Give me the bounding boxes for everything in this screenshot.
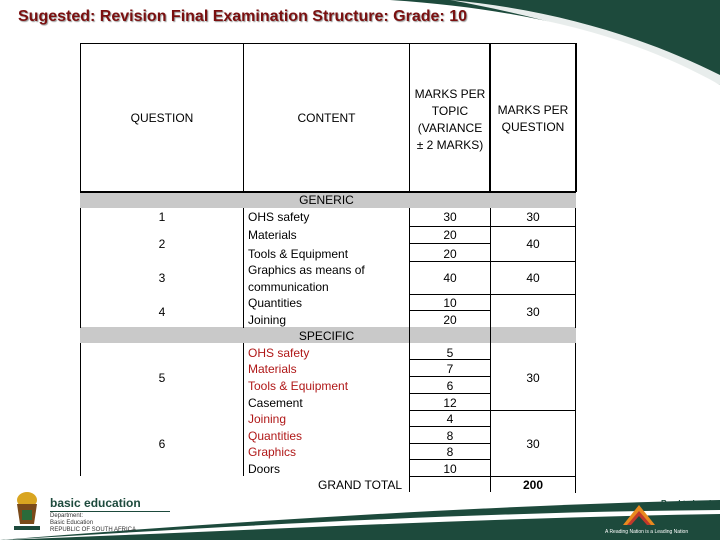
header-question: QUESTION	[130, 111, 194, 125]
content-item: Doors	[248, 462, 281, 476]
content-item: Tools & Equipment	[248, 247, 349, 261]
question-mark: 40	[526, 237, 540, 251]
book-icon	[621, 499, 657, 529]
content-item: OHS safety	[248, 346, 310, 360]
topic-mark: 20	[443, 228, 457, 242]
question-mark: 40	[526, 271, 540, 285]
question-number: 6	[158, 437, 166, 451]
topic-mark: 7	[446, 362, 454, 376]
logo-name: basic education	[50, 496, 141, 510]
topic-mark: 40	[443, 271, 457, 285]
question-mark: 30	[526, 210, 540, 224]
topic-mark: 6	[446, 379, 454, 393]
topic-mark: 10	[443, 296, 457, 310]
question-mark: 30	[526, 305, 540, 319]
question-mark: 30	[526, 437, 540, 451]
section-generic: GENERIC	[299, 193, 354, 207]
content-item: communication	[248, 280, 329, 294]
logo-tagline: A Reading Nation is a Leading Nation	[605, 529, 689, 535]
question-number: 2	[158, 237, 166, 251]
logo-name: Read to Lead	[661, 499, 712, 508]
topic-mark: 30	[443, 210, 457, 224]
question-number: 1	[158, 210, 166, 224]
topic-mark: 20	[443, 313, 457, 327]
header-marks-per-question: MARKS PER QUESTION	[497, 103, 569, 134]
content-item: Joining	[248, 412, 287, 426]
content-item: Quantities	[248, 429, 303, 443]
grand-total-label: GRAND TOTAL	[318, 478, 403, 492]
read-to-lead-logo	[605, 493, 715, 539]
coat-of-arms-icon	[10, 490, 44, 532]
topic-mark: 12	[443, 396, 457, 410]
question-number: 4	[158, 305, 166, 319]
content-item: Graphics	[248, 445, 297, 459]
grand-total-value: 200	[522, 478, 544, 492]
topic-mark: 8	[446, 445, 454, 459]
question-mark: 30	[526, 371, 540, 385]
slide-title: Sugested: Revision Final Examination Structure: Grade: 10	[18, 8, 467, 25]
content-item: Joining	[248, 313, 287, 327]
header-marks-per-topic: MARKS PER TOPIC (VARIANCE ± 2 MARKS)	[414, 87, 486, 152]
topic-mark: 4	[446, 412, 454, 426]
basic-education-logo: basic education Department: Basic Education REPUBLIC OF SOUTH AFRICA	[10, 490, 210, 536]
content-item: Materials	[248, 228, 297, 242]
topic-mark: 20	[443, 247, 457, 261]
content-item: Casement	[248, 396, 303, 410]
header-content: CONTENT	[297, 111, 356, 125]
content-item: Tools & Equipment	[248, 379, 349, 393]
topic-mark: 8	[446, 429, 454, 443]
content-item: Quantities	[248, 296, 303, 310]
content-item: Materials	[248, 362, 297, 376]
topic-mark: 10	[443, 462, 457, 476]
question-number: 5	[158, 371, 166, 385]
content-item: OHS safety	[248, 210, 310, 224]
question-number: 3	[158, 271, 166, 285]
topic-mark: 5	[446, 346, 454, 360]
content-item: Graphics as means of	[248, 263, 365, 277]
section-specific: SPECIFIC	[298, 329, 355, 343]
